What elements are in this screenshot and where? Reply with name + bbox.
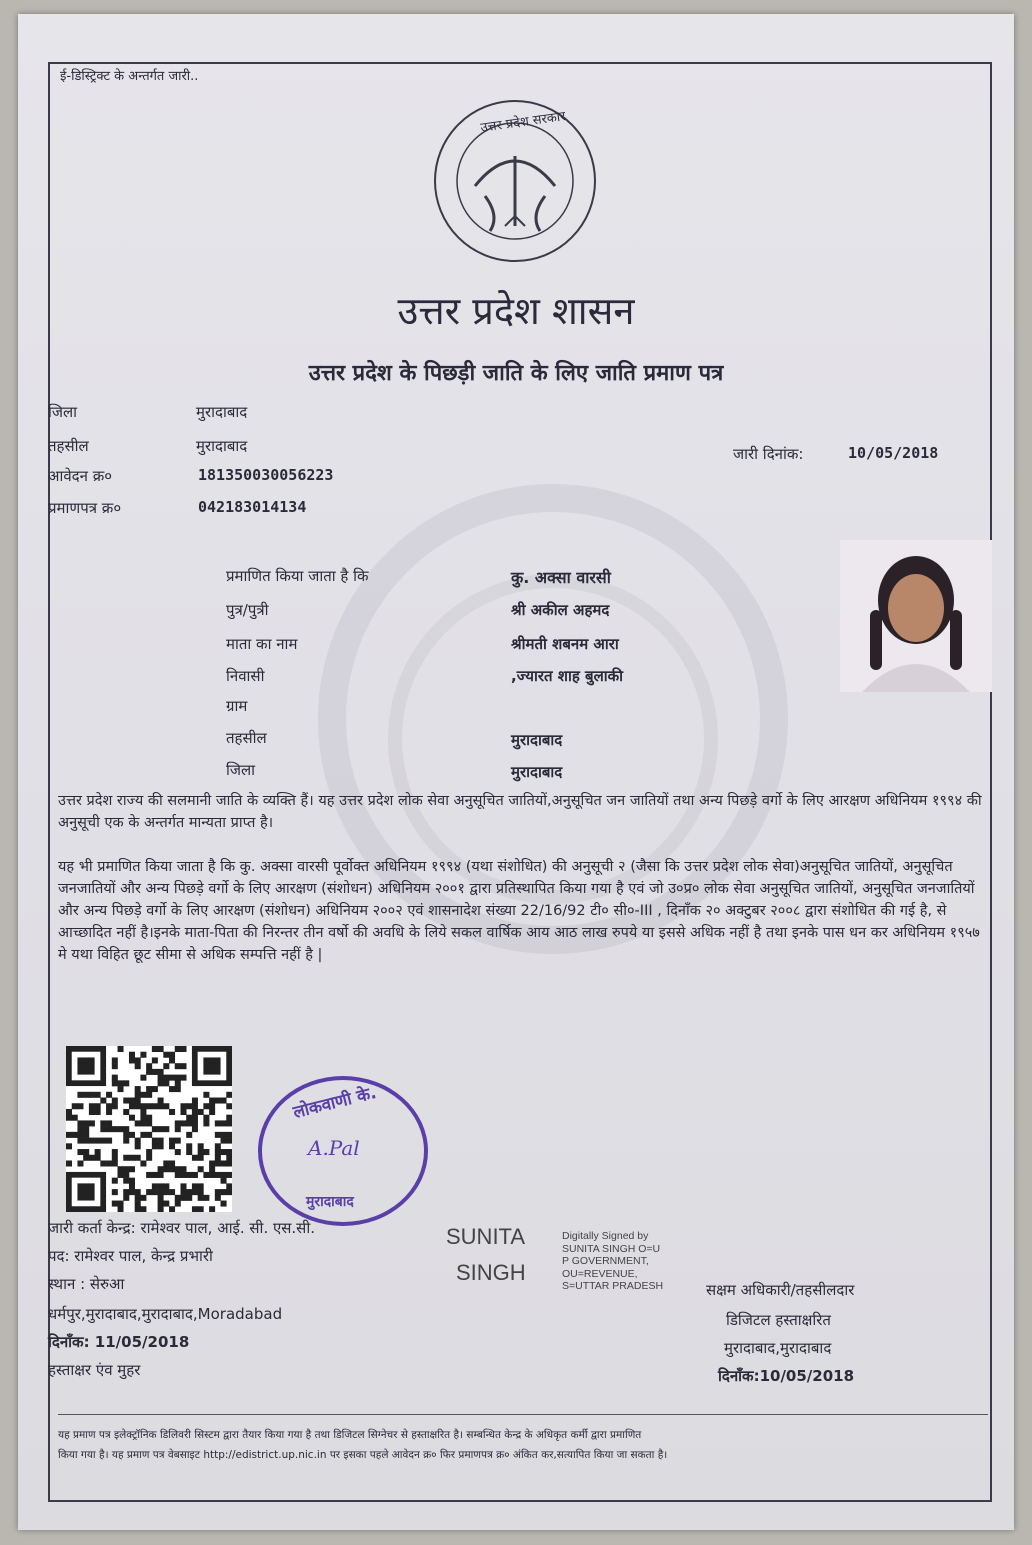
- seal-bottom-text: मुरादाबाद: [306, 1194, 354, 1210]
- emblem-text: उत्तर प्रदेश सरकार: [479, 109, 567, 136]
- father-name: श्री अकील अहमद: [511, 601, 610, 619]
- tehsil-value: मुरादाबाद: [196, 437, 248, 455]
- application-label: आवेदन क्र०: [48, 467, 113, 485]
- center-seal: [258, 1076, 428, 1226]
- portrait-icon: [840, 540, 992, 692]
- qr-code: [66, 1046, 232, 1212]
- digital-signature-details: [562, 1230, 663, 1293]
- detail-label: ग्राम: [226, 697, 248, 715]
- issuer-post: पद: रामेश्वर पाल, केन्द्र प्रभारी: [48, 1247, 213, 1265]
- detail-label: पुत्र/पुत्री: [226, 601, 269, 619]
- page-title: उत्तर प्रदेश शासन: [397, 289, 635, 333]
- digital-signature-line: Digitally Signed by: [562, 1230, 649, 1242]
- district-value: मुरादाबाद: [196, 403, 248, 421]
- detail-label: माता का नाम: [226, 635, 298, 653]
- authority-location: मुरादाबाद,मुरादाबाद: [724, 1339, 832, 1357]
- seal-top-text: लोकवाणी के.: [291, 1082, 379, 1123]
- qr-code-icon: [66, 1046, 232, 1212]
- detail-label: तहसील: [226, 729, 267, 747]
- applicant-name: कु. अक्सा वारसी: [511, 568, 611, 587]
- footer-note-line-2: किया गया है। यह प्रमाण पत्र वेबसाइट http://edistrict.up.nic.in पर इसका पहले आवेदन क्र० फिर प्रमाणपत्र क्र० अंकित कर,सत्यापित किया जा सकता है।: [58, 1449, 668, 1461]
- certificate-paragraph-1: उत्तर प्रदेश राज्य की सलमानी जाति के व्यक्ति हैं। यह उत्तर प्रदेश लोक सेवा अनुसूचित जातियों,अनुसूचित जन जातियों तथा अन्य पिछड़े वर्गो के लिए आरक्षण अधिनियम १९९४ की अनुसूची एक के अन्तर्गत मान्यता प्राप्त है।: [58, 793, 982, 831]
- header-note: ई-डिस्ट्रिक्ट के अन्तर्गत जारी..: [60, 69, 199, 84]
- digital-signature-line: S=UTTAR PRADESH: [562, 1280, 664, 1292]
- authority-designation: सक्षम अधिकारी/तहसीलदार: [706, 1281, 855, 1299]
- issuer-date: दिनाँक: 11/05/2018: [48, 1333, 190, 1351]
- issuer-place: स्थान : सेरुआ: [48, 1275, 125, 1293]
- certificate-number: 042183014134: [198, 498, 307, 516]
- issuer-signature-label: हस्ताक्षर एंव मुहर: [48, 1361, 141, 1379]
- applicant-photo: [840, 540, 992, 692]
- issue-date-label: जारी दिनांक:: [733, 445, 804, 463]
- certificate-paper: [18, 14, 1014, 1530]
- certificate-label: प्रमाणपत्र क्र०: [48, 499, 122, 517]
- authority-digital-signed: डिजिटल हस्ताक्षरित: [726, 1311, 831, 1329]
- page-subtitle: उत्तर प्रदेश के पिछड़ी जाति के लिए जाति प्रमाण पत्र: [308, 361, 724, 386]
- digital-signer-name-1: SUNITA: [446, 1224, 526, 1249]
- digital-signer-name-2: SINGH: [456, 1260, 526, 1285]
- issue-date-value: 10/05/2018: [848, 444, 939, 462]
- issuer-center: जारी कर्ता केन्द्र: रामेश्वर पाल, आई. सी. एस.सी.: [48, 1219, 315, 1237]
- residence: ,ज्यारत शाह बुलाकी: [511, 667, 624, 685]
- application-number: 181350030056223: [198, 466, 334, 484]
- digital-signature-line: OU=REVENUE,: [562, 1267, 638, 1280]
- footer-divider: [58, 1414, 988, 1415]
- mother-name: श्रीमती शबनम आरा: [511, 635, 619, 653]
- detail-tehsil: मुरादाबाद: [511, 731, 563, 749]
- certificate-paragraph-2: यह भी प्रमाणित किया जाता है कि कु. अक्सा वारसी पूर्वोक्त अधिनियम १९९४ (यथा संशोधित) की अनुसूची २ (जैसा कि उत्तर प्रदेश लोक सेवा)अनुसूचित जातियों, अनुसूचित जनजातियों और अन्य पिछड़े वर्गो के लिए आरक्षण (संशोधन) अधिनियम २००१ द्वारा प्रतिस्थापित किया गया है एवं जो उ०प्र० लोक सेवा अनुसूचित जातियों, अनुसूचित जनजातियों और अन्य पिछड़े वर्गो के लिए आरक्षण (संशोधन) अधिनियम २००२ एवं शासनादेश संख्या 22/16/92 टी० सी०-III , दिनाँक २० अक्टुबर २००८ द्वारा संशोधित की गई है, से आच्छादित नहीं है।इनके माता-पिता की निरन्तर तीन वर्षो की अवधि के लिये सकल वार्षिक आय आठ लाख रुपये या इससे अधिक नहीं है तथा इनके पास धन कर अधिनियम १९५७ मे यथा विहित छूट सीमा से अधिक सम्पत्ति नहीं है |: [58, 859, 980, 963]
- district-label: जिला: [48, 403, 78, 421]
- digital-signature-line: SUNITA SINGH O=U: [562, 1242, 661, 1255]
- detail-label: निवासी: [226, 667, 265, 685]
- authority-date: दिनाँक:10/05/2018: [718, 1367, 855, 1385]
- footer-note-line-1: यह प्रमाण पत्र इलेक्ट्रॉनिक डिलिवरी सिस्टम द्वारा तैयार किया गया है तथा डिजिटल सिग्नेचर से हस्ताक्षरित है। सम्बन्धित केन्द्र के अधिकृत कर्मी द्वारा प्रमाणित: [58, 1429, 642, 1441]
- tehsil-label: तहसील: [48, 437, 89, 455]
- detail-label: जिला: [226, 761, 256, 779]
- issuer-address: धर्मपुर,मुरादाबाद,मुरादाबाद,Moradabad: [48, 1305, 283, 1323]
- digital-signature-line: P GOVERNMENT,: [562, 1255, 649, 1267]
- detail-district: मुरादाबाद: [511, 763, 563, 781]
- seal-signature: A.Pal: [308, 1136, 360, 1160]
- detail-label: प्रमाणित किया जाता है कि: [226, 567, 369, 585]
